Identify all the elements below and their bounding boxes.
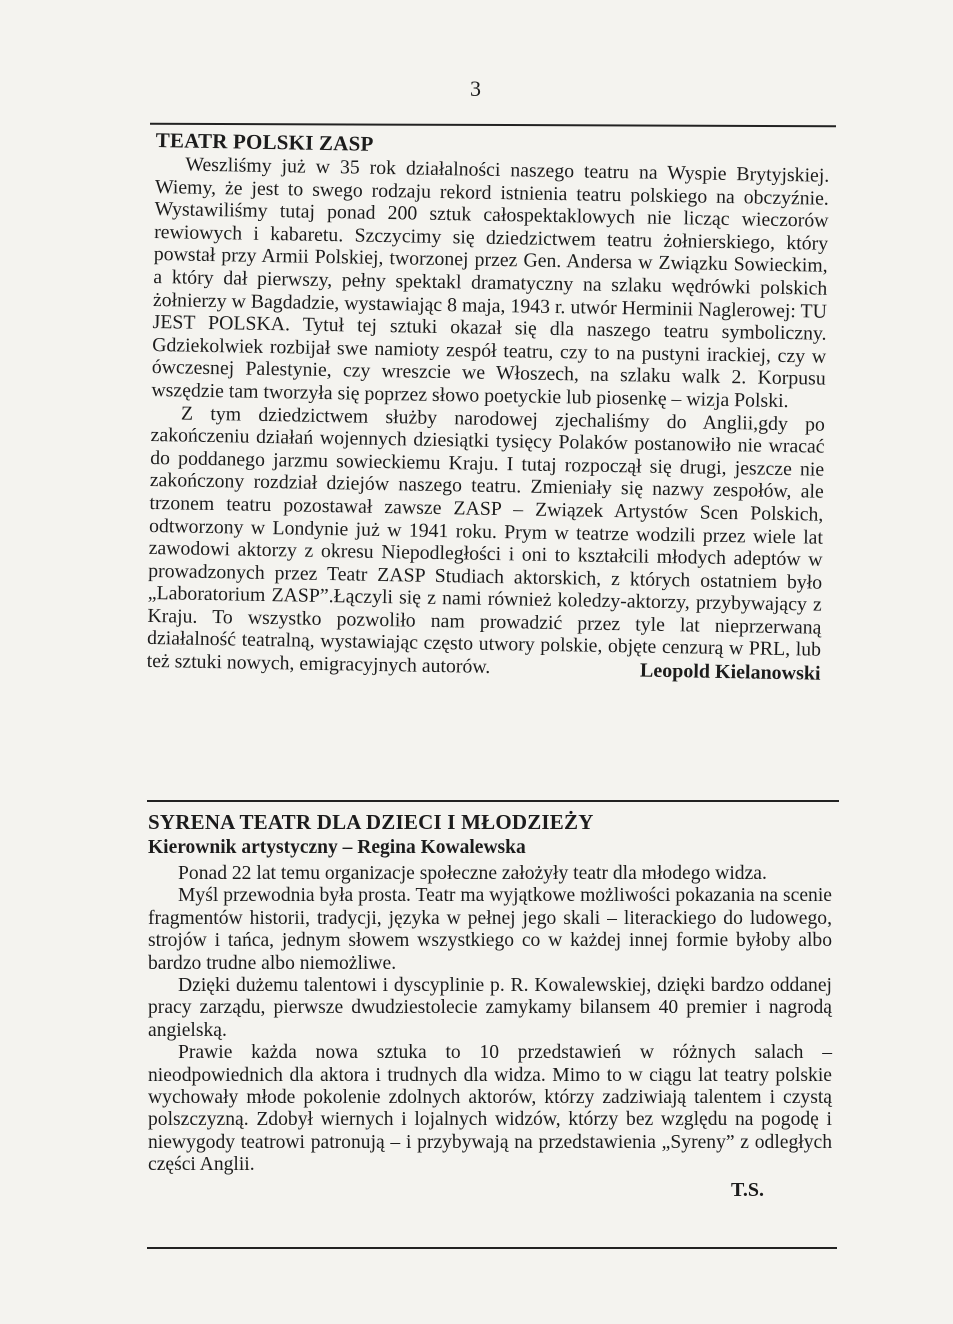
article-paragraph: Z tym dziedzictwem służby narodowej zjechaliśmy do Anglii,gdy po zakończeniu działań wojennych dziesiątki tysięcy Polaków postanowiło nie wracać do poddanego jarzmu sowieckiemu Kraju. I tutaj rozpoczął się drugi, jeszcze nie zakończony rozdział dziejów naszego teatru. Zmieniały się nazwy zespołów, ale trzonem teatru pozostawał zawsze ZASP – Związek Artystów Scen Polskich, odtworzony w Londynie już w 1941 roku. Prym w teatrze wodzili przez wiele lat zawodowi aktorzy z okresu Niepodległości i oni to kształcili młodych adeptów w prowadzonych przez Teatr ZASP Studiach aktorskich, z których ostatniem było „Laboratorium ZASP”.Łączyli się z nami również koledzy-aktorzy, przybywający z Kraju. To wszystko pozwoliło nam prowadzić przez tyle lat nieprzerwaną działalność teatralną, wystawiając często utwory polskie, objęte cenzurą w PRL, lub też sztuki nowych, emigracyjnych autorów.: [146, 402, 826, 678]
article-paragraph: Prawie każda nowa sztuka to 10 przedstawień w różnych salach – nieodpowiednich dla aktora i trudnych dla widza. Mimo to w ciągu lat teatry polskie wychowały młode pokolenie zdolnych aktorów, którzy zadziwiają talentem i czystą polszczyzną. Zdobył wiernych i lojalnych widzów, którzy bez względu na pogodę i niewygody teatrowi patronują – i przybywają na przedstawienia „Syreny” z odległych części Anglii.: [148, 1042, 832, 1176]
divider-middle: [147, 800, 839, 802]
article-title: SYRENA TEATR DLA DZIECI I MŁODZIEŻY: [148, 810, 594, 834]
article-author: T.S.: [731, 1178, 764, 1201]
page-number: 3: [470, 76, 481, 101]
article-author: Leopold Kielanowski: [639, 659, 821, 685]
article-subtitle: Kierownik artystyczny – Regina Kowalewska: [148, 837, 526, 858]
divider-top: [150, 123, 836, 127]
divider-bottom: [147, 1247, 837, 1249]
article-paragraph: Ponad 22 lat temu organizacje społeczne założyły teatr dla młodego widza.: [178, 863, 767, 884]
article-syrena-teatr: [148, 810, 832, 1202]
article-title: TEATR POLSKI ZASP: [155, 128, 374, 156]
article-teatr-polski-zasp: [146, 128, 829, 685]
article-paragraph: Dzięki dużemu talentowi i dyscyplinie p. R. Kowalewskiej, dzięki bardzo oddanej pracy zarządu, pierwsze dwudziestolecie zamykamy bilansem 40 premier i nagrodą angielską.: [148, 975, 832, 1041]
article-paragraph: Weszliśmy już w 35 rok działalności naszego teatru na Wyspie Brytyjskiej. Wiemy, że jest to swego rodzaju rekord istnienia teatru polskiego na obczyźnie. Wystawiliśmy tutaj ponad 200 sztuk całospektaklowych nie licząc wieczorów rewiowych i kabaretu. Szczycimy się dziedzictwem teatru żołnierskiego, który powstał przy Armii Polskiej, tworzonej przez Gen. Andersa w Związku Sowieckim, a który dał pierwszy, pełny spektakl dramatyczny na szlaku wędrówki polskich żołnierzy w Bagdadzie, wystawiając 8 maja, 1943 r. utwór Herminii Naglerowej: TU JEST POLSKA. Tytuł tej sztuki okazał się dla naszego teatru symboliczny. Gdziekolwiek rozbijał swe namioty zespół teatru, czy to na pustyni irackiej, czy w ówczesnej Palestynie, czy wreszcie we Włoszech, na szlaku walk 2. Korpusu wszędzie tam tworzyła się poprzez słowo poetyckie lub piosenkę – wizja Polski.: [151, 153, 830, 413]
article-paragraph: Myśl przewodnia była prosta. Teatr ma wyjątkowe możliwości pokazania na scenie fragmentów historii, tradycji, języka w pełnej jego skali – literackiego do ludowego, strojów i tańca, jednym słowem wszystkiego co w każdej innej formie byłoby albo bardzo trudne albo niemożliwe.: [148, 885, 832, 974]
